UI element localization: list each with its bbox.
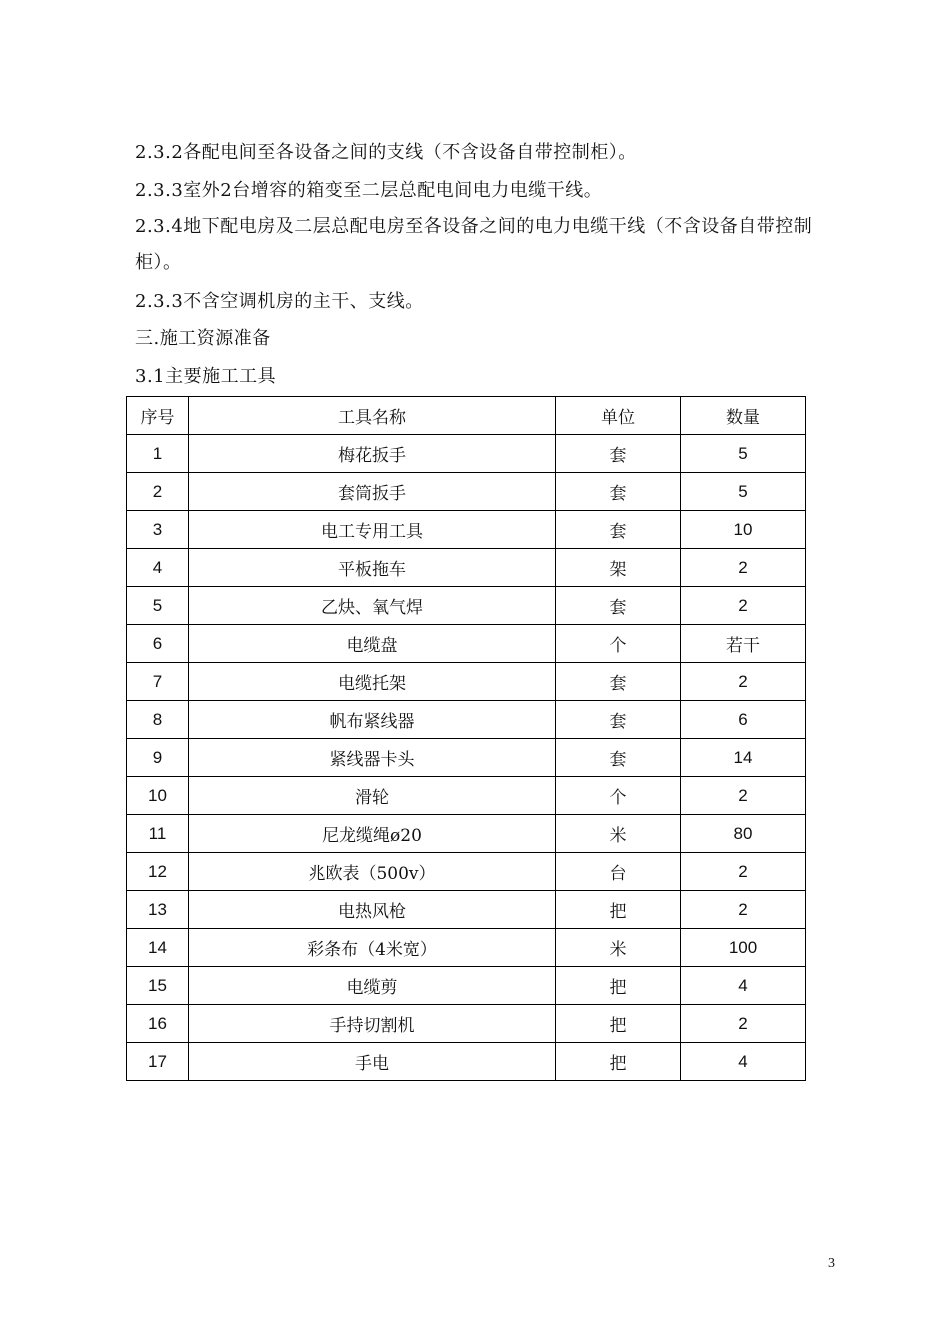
cell-tool-name: 手持切割机	[189, 1005, 556, 1043]
cell-index: 11	[127, 815, 189, 853]
cell-quantity: 2	[681, 1005, 806, 1043]
table-row	[127, 549, 806, 587]
cell-quantity: 若干	[681, 625, 806, 663]
table-row	[127, 587, 806, 625]
cell-unit: 个	[556, 777, 681, 815]
subsection-heading: 3.1主要施工工具	[135, 366, 277, 387]
table-row	[127, 739, 806, 777]
cell-index: 17	[127, 1043, 189, 1081]
cell-unit: 台	[556, 853, 681, 891]
cell-unit: 把	[556, 1043, 681, 1081]
table-row	[127, 663, 806, 701]
header-quantity: 数量	[681, 397, 806, 435]
cell-unit: 米	[556, 929, 681, 967]
cell-index: 16	[127, 1005, 189, 1043]
table-row	[127, 625, 806, 663]
paragraph-2-3-2: 2.3.2各配电间至各设备之间的支线（不含设备自带控制柜）。	[135, 142, 637, 163]
cell-unit: 把	[556, 891, 681, 929]
cell-tool-name: 电缆托架	[189, 663, 556, 701]
cell-tool-name: 手电	[189, 1043, 556, 1081]
cell-quantity: 5	[681, 473, 806, 511]
table-row	[127, 853, 806, 891]
cell-tool-name: 梅花扳手	[189, 435, 556, 473]
cell-index: 14	[127, 929, 189, 967]
cell-index: 3	[127, 511, 189, 549]
cell-unit: 把	[556, 967, 681, 1005]
table-row	[127, 777, 806, 815]
header-index: 序号	[127, 397, 189, 435]
cell-quantity: 2	[681, 663, 806, 701]
cell-unit: 架	[556, 549, 681, 587]
table-row	[127, 701, 806, 739]
cell-index: 9	[127, 739, 189, 777]
table-row	[127, 967, 806, 1005]
cell-unit: 套	[556, 663, 681, 701]
cell-unit: 套	[556, 587, 681, 625]
cell-index: 6	[127, 625, 189, 663]
cell-quantity: 6	[681, 701, 806, 739]
tools-table	[126, 396, 806, 1081]
table-body	[127, 435, 806, 1081]
header-unit: 单位	[556, 397, 681, 435]
table-row	[127, 929, 806, 967]
cell-tool-name: 彩条布（4米宽）	[189, 929, 556, 967]
page-number: 3	[828, 1256, 835, 1271]
table-row	[127, 1005, 806, 1043]
cell-index: 4	[127, 549, 189, 587]
cell-tool-name: 平板拖车	[189, 549, 556, 587]
table-row	[127, 815, 806, 853]
table-row	[127, 435, 806, 473]
cell-index: 13	[127, 891, 189, 929]
cell-quantity: 80	[681, 815, 806, 853]
cell-unit: 套	[556, 435, 681, 473]
cell-quantity: 2	[681, 587, 806, 625]
paragraph-2-3-3: 2.3.3室外2台增容的箱变至二层总配电间电力电缆干线。	[135, 180, 603, 201]
cell-tool-name: 电工专用工具	[189, 511, 556, 549]
cell-tool-name: 兆欧表（500v）	[189, 853, 556, 891]
cell-quantity: 2	[681, 853, 806, 891]
cell-index: 5	[127, 587, 189, 625]
cell-tool-name: 电热风枪	[189, 891, 556, 929]
cell-index: 2	[127, 473, 189, 511]
table-row	[127, 511, 806, 549]
cell-quantity: 5	[681, 435, 806, 473]
cell-unit: 套	[556, 701, 681, 739]
cell-unit: 米	[556, 815, 681, 853]
cell-quantity: 2	[681, 777, 806, 815]
cell-tool-name: 帆布紧线器	[189, 701, 556, 739]
cell-index: 8	[127, 701, 189, 739]
paragraph-2-3-3-b: 2.3.3不含空调机房的主干、支线。	[135, 291, 424, 312]
cell-index: 15	[127, 967, 189, 1005]
cell-quantity: 100	[681, 929, 806, 967]
cell-tool-name: 套筒扳手	[189, 473, 556, 511]
cell-tool-name: 紧线器卡头	[189, 739, 556, 777]
cell-unit: 套	[556, 739, 681, 777]
cell-unit: 套	[556, 473, 681, 511]
cell-quantity: 2	[681, 549, 806, 587]
cell-unit: 个	[556, 625, 681, 663]
cell-index: 10	[127, 777, 189, 815]
cell-tool-name: 电缆剪	[189, 967, 556, 1005]
table-row	[127, 891, 806, 929]
cell-index: 1	[127, 435, 189, 473]
cell-quantity: 4	[681, 1043, 806, 1081]
section-heading: 三.施工资源准备	[135, 328, 271, 349]
cell-quantity: 14	[681, 739, 806, 777]
cell-tool-name: 乙炔、氧气焊	[189, 587, 556, 625]
table-row	[127, 473, 806, 511]
table-row	[127, 1043, 806, 1081]
cell-tool-name: 尼龙缆绳ø20	[189, 815, 556, 853]
cell-quantity: 10	[681, 511, 806, 549]
header-tool-name: 工具名称	[189, 397, 556, 435]
cell-quantity: 2	[681, 891, 806, 929]
cell-tool-name: 滑轮	[189, 777, 556, 815]
cell-quantity: 4	[681, 967, 806, 1005]
cell-unit: 把	[556, 1005, 681, 1043]
paragraph-2-3-4: 2.3.4地下配电房及二层总配电房至各设备之间的电力电缆干线（不含设备自带控制柜）。	[135, 216, 813, 273]
table-header-row	[127, 397, 806, 435]
cell-tool-name: 电缆盘	[189, 625, 556, 663]
cell-unit: 套	[556, 511, 681, 549]
cell-index: 7	[127, 663, 189, 701]
cell-index: 12	[127, 853, 189, 891]
